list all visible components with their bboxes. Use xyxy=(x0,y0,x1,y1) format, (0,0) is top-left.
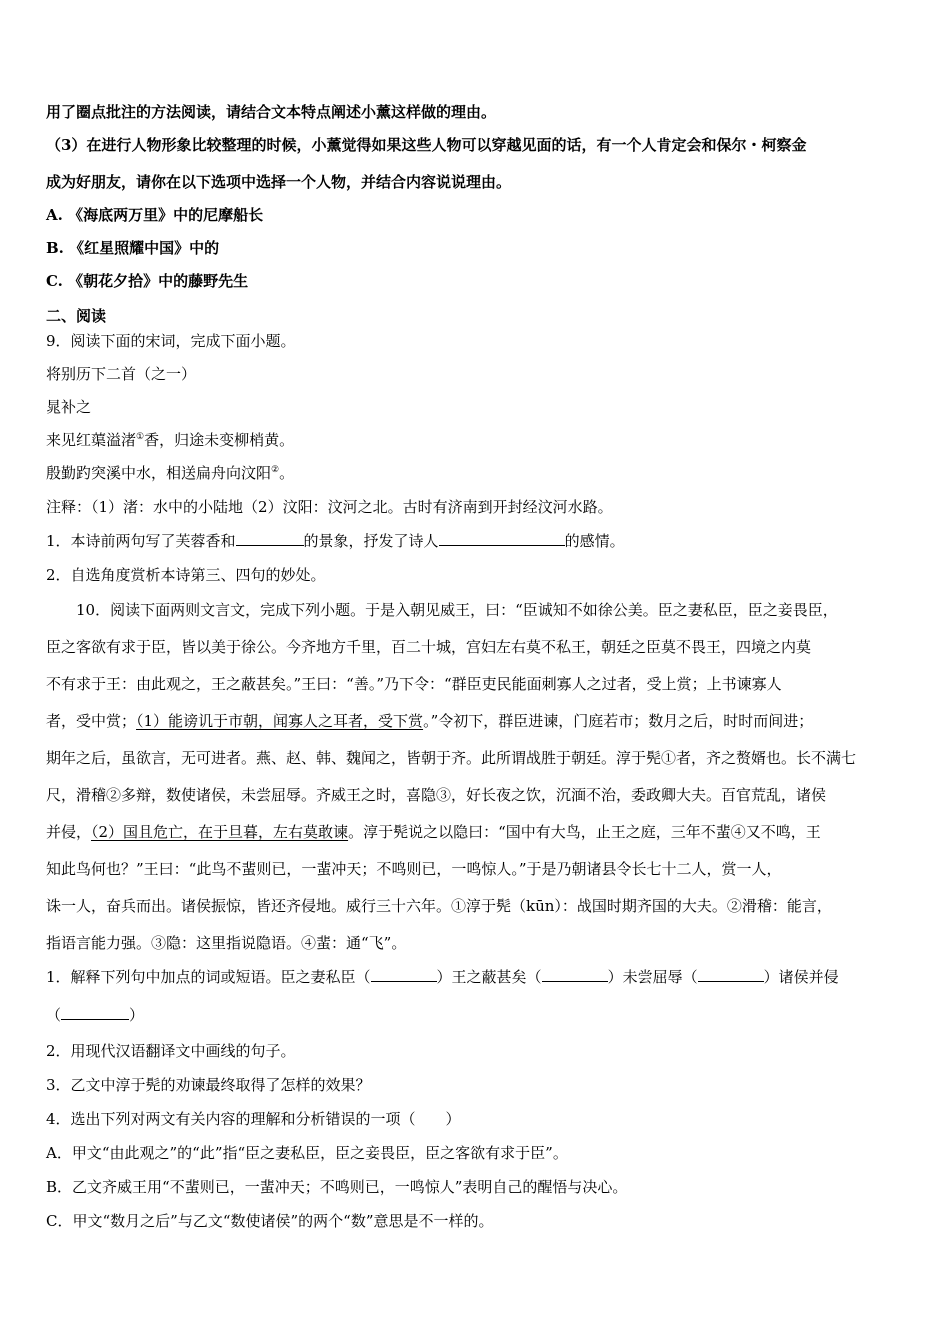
option-c: C．甲文“数月之后”与乙文“数使诸侯”的两个“数”意思是不一样的。 xyxy=(46,1212,494,1230)
text-line: 用了圈点批注的方法阅读，请结合文本特点阐述小薰这样做的理由。 xyxy=(46,103,497,121)
passage-line: 10．阅读下面两则文言文，完成下列小题。于是入朝见威王，曰：“臣诚知不如徐公美。臣之妻私臣，臣之妾畏臣， xyxy=(76,601,838,619)
passage-line: 知此鸟何也？”王曰：“此鸟不蜚则已，一蜚冲天；不鸣则已，一鸣惊人。”于是乃朝诸县令长七十二人，赏一人， xyxy=(46,860,782,878)
option-c: C. 《朝花夕拾》中的藤野先生 xyxy=(46,272,249,290)
answer-blank[interactable] xyxy=(61,1005,129,1020)
passage-line: 指语言能力强。③隐：这里指说隐语。④蜚：通“飞”。 xyxy=(46,934,407,952)
question-text: 的感情。 xyxy=(564,532,625,550)
passage-text: 并侵， xyxy=(46,823,92,841)
passage-text: 。”令初下，群臣进谏，门庭若市；数月之后，时时而间进； xyxy=(423,712,814,730)
poem-title: 将别历下二首（之一） xyxy=(46,365,197,383)
question-10-sub-1-cont xyxy=(46,1005,906,1025)
poem-text: 来见红蕖溢渚 xyxy=(46,431,137,449)
poem-text: 。 xyxy=(279,464,295,482)
question-text: ） xyxy=(129,1006,145,1024)
option-a: A．甲文“由此观之”的“此”指“臣之妻私臣，臣之妾畏臣，臣之客欲有求于臣”。 xyxy=(46,1144,568,1162)
question-9-intro: 9．阅读下面的宋词，完成下面小题。 xyxy=(46,332,296,350)
passage-line: 不有求于王：由此观之，王之蔽甚矣。”王曰：“善。”乃下令：“群臣吏民能面刺寡人之过者，受上赏；上书谏寡人 xyxy=(46,675,782,693)
question-9-sub-2: 2．自选角度赏析本诗第三、四句的妙处。 xyxy=(46,566,326,584)
question-10-sub-1 xyxy=(46,967,906,987)
footnote-mark: ② xyxy=(271,465,280,475)
poem-text: 香，归途未变柳梢黄。 xyxy=(144,431,295,449)
passage-line: 臣之客欲有求于臣，皆以美于徐公。今齐地方千里，百二十城，宫妇左右莫不私王，朝廷之臣莫不畏王，四境之内莫 xyxy=(46,638,812,656)
poem-text: 殷勤趵突溪中水，相送扁舟向汶阳 xyxy=(46,464,272,482)
underlined-sentence-2: （2）国且危亡，在于旦暮，左右莫敢谏 xyxy=(91,823,349,841)
section-heading: 二、阅读 xyxy=(46,307,107,325)
answer-blank[interactable] xyxy=(542,967,608,982)
poem-author: 晁补之 xyxy=(46,398,92,416)
question-text: 的景象，抒发了诗人 xyxy=(303,532,439,550)
question-text: 1．本诗前两句写了芙蓉香和 xyxy=(46,532,236,550)
question-text: ）诸侯并侵 xyxy=(763,968,839,986)
answer-blank[interactable] xyxy=(236,531,304,546)
question-10-sub-2: 2．用现代汉语翻译文中画线的句子。 xyxy=(46,1042,296,1060)
passage-text: 者，受中赏； xyxy=(46,712,137,730)
text-line: 成为好朋友，请你在以下选项中选择一个人物，并结合内容说说理由。 xyxy=(46,173,512,191)
answer-blank[interactable] xyxy=(371,967,437,982)
question-text: ）未尝屈辱（ xyxy=(607,968,698,986)
question-3-prompt: （3）在进行人物形象比较整理的时候，小薰觉得如果这些人物可以穿越见面的话，有一个人肯定会和保尔・柯察金 xyxy=(46,136,807,154)
option-b: B．乙文齐威王用“不蜚则已，一蜚冲天；不鸣则已，一鸣惊人”表明自己的醒悟与决心。 xyxy=(46,1178,628,1196)
passage-line: 期年之后，虽欲言，无可进者。燕、赵、韩、魏闻之，皆朝于齐。此所谓战胜于朝廷。淳于髡①者，齐之赘婿也。长不满七 xyxy=(46,749,857,767)
option-b: B. 《红星照耀中国》中的 xyxy=(46,239,220,257)
question-text: 1．解释下列句中加点的词或短语。臣之妻私臣（ xyxy=(46,968,371,986)
poem-line-2 xyxy=(46,463,906,483)
passage-line xyxy=(46,711,906,731)
question-text: （ xyxy=(46,1006,62,1024)
option-a: A. 《海底两万里》中的尼摩船长 xyxy=(46,206,264,224)
poem-line-1 xyxy=(46,430,906,450)
poem-annotation: 注释：（1）渚：水中的小陆地（2）汶阳：汶河之北。古时有济南到开封经汶河水路。 xyxy=(46,498,613,516)
footnote-mark: ① xyxy=(136,432,145,442)
question-text: ）王之蔽甚矣（ xyxy=(436,968,542,986)
question-10-sub-4: 4．选出下列对两文有关内容的理解和分析错误的一项（ ） xyxy=(46,1110,461,1128)
passage-line: 诛一人，奋兵而出。诸侯振惊，皆还齐侵地。威行三十六年。①淳于髡（kūn）：战国时期齐国的大夫。②滑稽：能言， xyxy=(46,897,832,915)
passage-line xyxy=(46,822,906,842)
answer-blank[interactable] xyxy=(439,531,565,546)
question-9-sub-1 xyxy=(46,531,906,551)
question-10-sub-3: 3．乙文中淳于髡的劝谏最终取得了怎样的效果？ xyxy=(46,1076,371,1094)
underlined-sentence-1: （1）能谤讥于市朝，闻寡人之耳者，受下赏 xyxy=(136,712,424,730)
passage-text: 。淳于髡说之以隐曰：“国中有大鸟，止王之庭，三年不蜚④又不鸣，王 xyxy=(348,823,821,841)
passage-line: 尺，滑稽②多辩，数使诸侯，未尝屈辱。齐威王之时，喜隐③，好长夜之饮，沉湎不治，委政卿大夫。百官荒乱，诸侯 xyxy=(46,786,827,804)
answer-blank[interactable] xyxy=(698,967,764,982)
